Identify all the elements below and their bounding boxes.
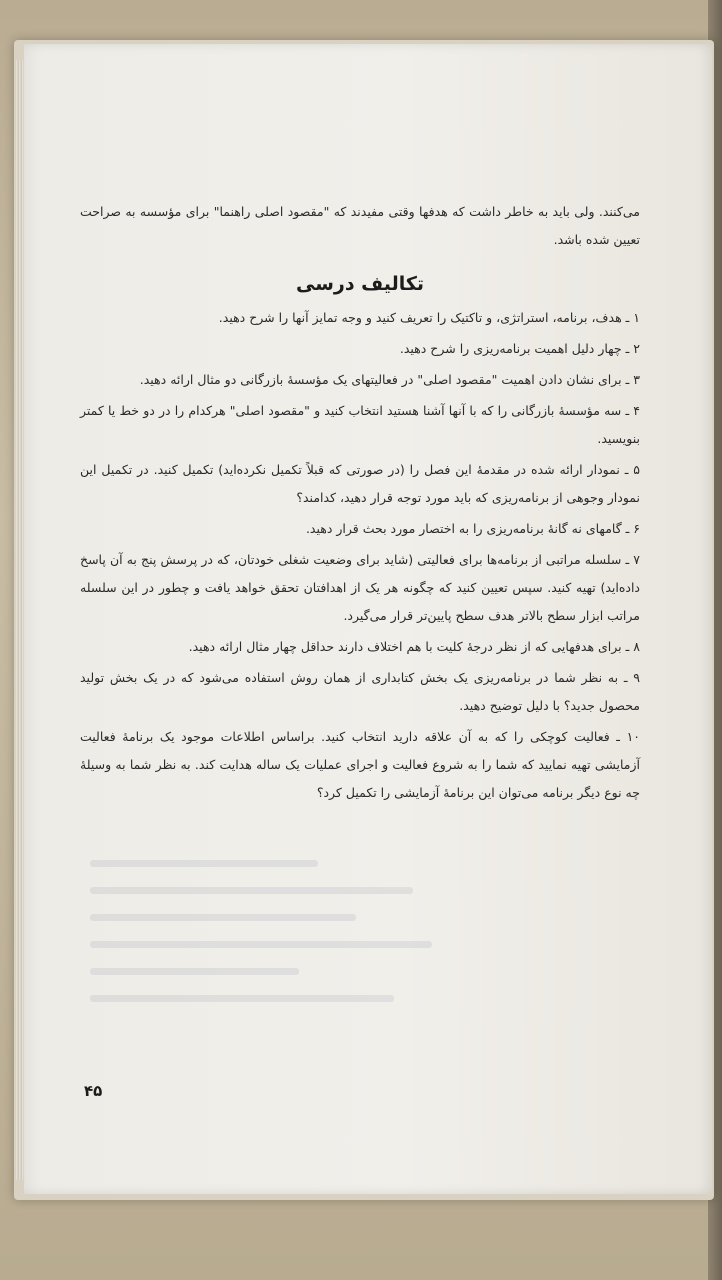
item-number: ۴ ـ [625,403,640,418]
item-number: ۶ ـ [625,521,640,536]
page-content [80,198,640,810]
list-item [80,456,640,512]
list-item [80,546,640,630]
list-item [80,515,640,543]
item-text: برای نشان دادن اهمیت "مقصود اصلی" در فعالیتهای یک مؤسسه‌ٔ بازرگانی دو مثال ارائه دهید. [139,372,622,387]
item-text: به نظر شما در برنامه‌ریزی یک بخش کتابداری از همان روش استفاده می‌شود که در یک بخش تولید محصول جدید؟ با دلیل توضیح دهید. [80,670,640,713]
item-number: ۱۰ ـ [616,729,640,744]
item-text: برای هدفهایی که از نظر درجه‌ٔ کلیت با هم اختلاف دارند حداقل چهار مثال ارائه دهید. [188,639,622,654]
item-number: ۱ ـ [625,310,640,325]
item-text: سه مؤسسه‌ٔ بازرگانی را که با آنها آشنا هستید انتخاب کنید و "مقصود اصلی" هرکدام را در دو خط یا کمتر بنویسید. [80,403,640,446]
item-text: چهار دلیل اهمیت برنامه‌ریزی را شرح دهید. [399,341,622,356]
item-text: هدف، برنامه، استراتژی، و تاکتیک را تعریف کنید و وجه تمایز آنها را شرح دهید. [218,310,622,325]
item-text: سلسله مراتبی از برنامه‌ها برای فعالیتی (شاید برای وضعیت شغلی خودتان، که در پرسش پنج به آن پاسخ داده‌اید) تهیه کنید. سپس تعیین کنید که چگونه هر یک از اهدافتان تحقق خواهد یافت و چطور در این سلسله مراتب ابزار سطح بالاتر هدف سطح پایین‌تر قرار می‌گیرد. [80,552,640,623]
list-item [80,397,640,453]
list-item [80,304,640,332]
list-item [80,366,640,394]
list-item [80,335,640,363]
list-item [80,633,640,661]
item-text: نمودار ارائه شده در مقدمه‌ٔ این فصل را (در صورتی که قبلاً تکمیل نکرده‌اید) تکمیل کنید. در تکمیل این نمودار وجوهی از برنامه‌ریزی که باید مورد توجه قرار دهید، کدامند؟ [80,462,640,505]
list-item [80,723,640,807]
item-number: ۷ ـ [625,552,640,567]
intro-paragraph: می‌کنند. ولی باید به خاطر داشت که هدفها وقتی مفیدند که "مقصود اصلی راهنما" برای مؤسسه به صراحت تعیین شده باشد. [80,204,640,247]
item-text: فعالیت کوچکی را که به آن علاقه دارید انتخاب کنید. براساس اطلاعات موجود یک برنامه‌ٔ فعالیت آزمایشی تهیه نمایید که شما را به شروع فعالیت و اجرای عملیات یک ساله هدایت کند. به نظر شما به وسیله‌ٔ چه نوع دیگر برنامه می‌توان این برنامه‌ٔ آزمایشی را تکمیل کرد؟ [80,729,640,800]
item-number: ۳ ـ [625,372,640,387]
item-text: گامهای نه گانه‌ٔ برنامه‌ریزی را به اختصار مورد بحث قرار دهید. [305,521,622,536]
list-item [80,664,640,720]
section-title: تکالیف درسی [295,273,425,295]
item-number: ۸ ـ [625,639,640,654]
item-number: ۹ ـ [623,670,640,685]
assignment-list [80,304,640,807]
item-number: ۵ ـ [624,462,640,477]
page-number: ۴۵ [84,1082,103,1100]
item-number: ۲ ـ [625,341,640,356]
